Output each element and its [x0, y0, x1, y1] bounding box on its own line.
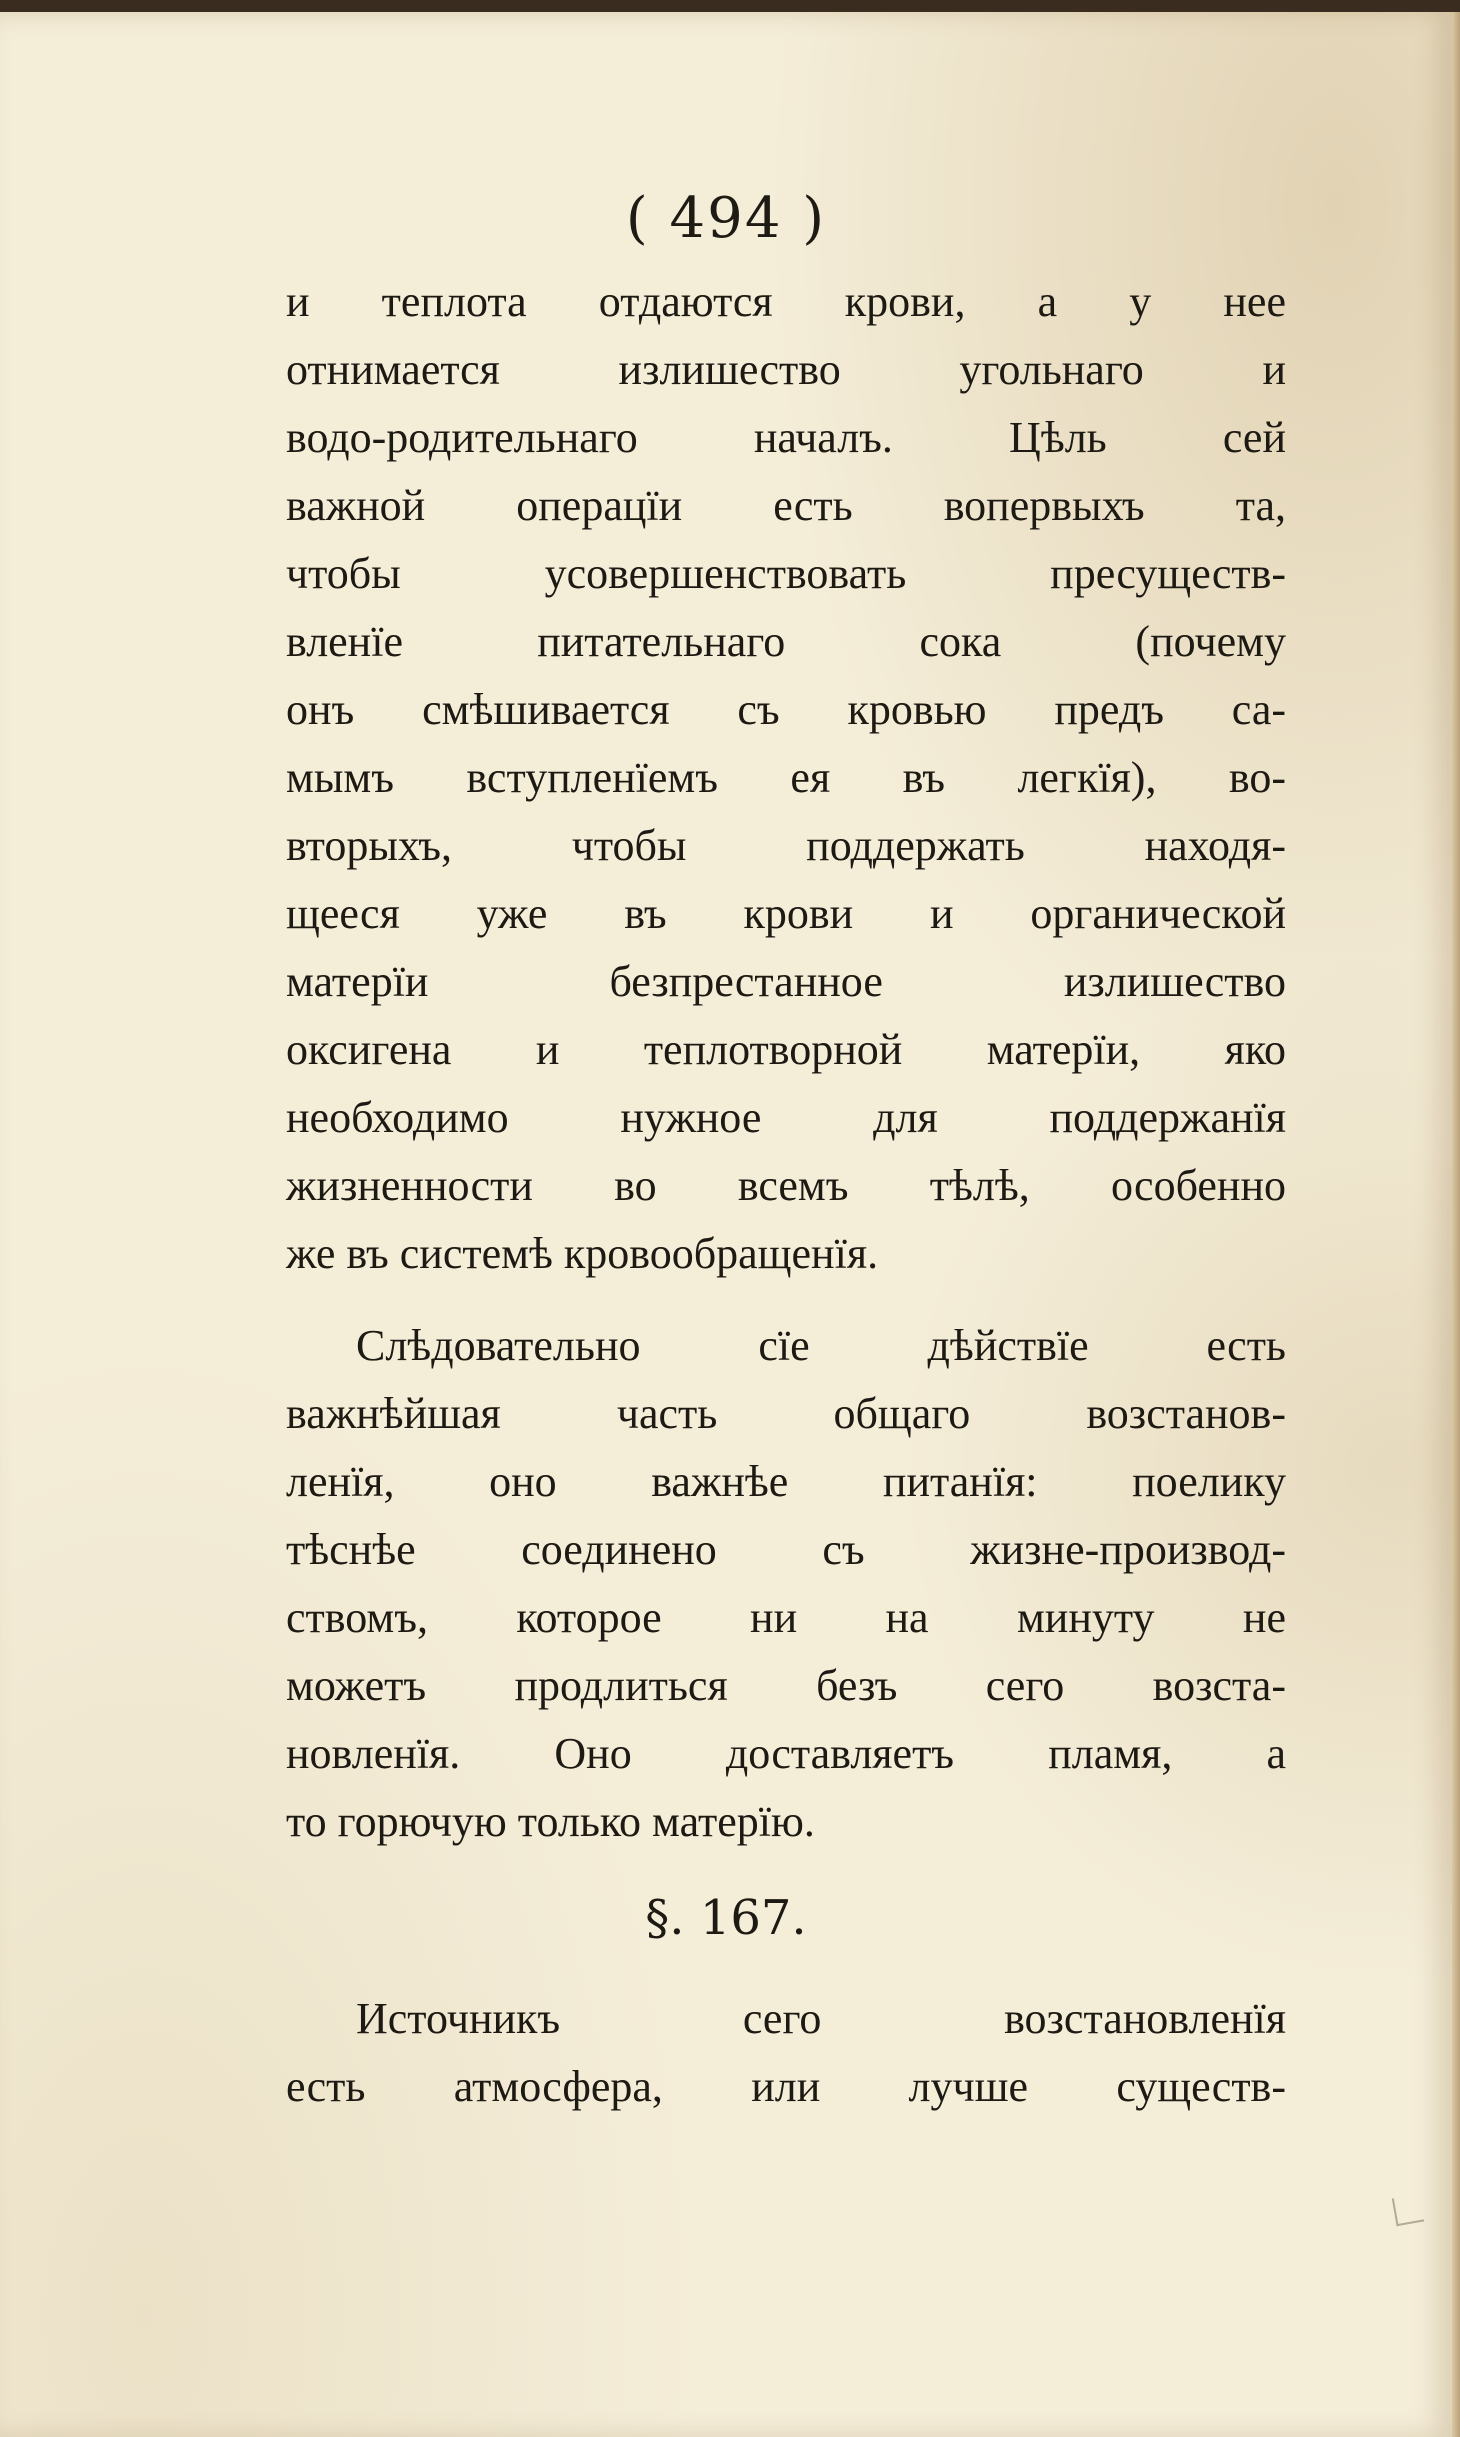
paragraph-2 [286, 1312, 1286, 1856]
text-line: Слѣдовательно сїе дѣйствїе есть [356, 1321, 1286, 1370]
section-heading: §. 167. [645, 1890, 807, 1946]
text-line: ленїя, оно важнѣе питанїя: поелику [286, 1457, 1286, 1506]
paragraph-1 [286, 268, 1286, 1288]
text-line: новленїя. Оно доставляетъ пламя, а [286, 1729, 1286, 1778]
text-line: то горючую только матерїю. [286, 1797, 815, 1846]
text-line: есть атмосфера, или лучше существ- [286, 2062, 1286, 2111]
text-line: щееся уже въ крови и органической [286, 889, 1286, 938]
text-line: важной операцїи есть вопервыхъ та, [286, 481, 1286, 530]
margin-mark [1392, 2194, 1424, 2226]
paragraph-3 [286, 1985, 1286, 2121]
text-line: вторыхъ, чтобы поддержать находя- [286, 821, 1286, 870]
text-line: матерїи безпрестанное излишество [286, 957, 1286, 1006]
text-line: важнѣйшая часть общаго возстанов- [286, 1389, 1286, 1438]
text-line: необходимо нужное для поддержанїя [286, 1093, 1286, 1142]
text-line: тѣснѣе соединено съ жизне-производ- [286, 1525, 1286, 1574]
text-line: водо-родительнаго началъ. Цѣль сей [286, 413, 1286, 462]
text-line: онъ смѣшивается съ кровью предъ са- [286, 685, 1286, 734]
text-line: жизненности во всемъ тѣлѣ, особенно [286, 1161, 1286, 1210]
text-line: мымъ вступленїемъ ея въ легкїя), во- [286, 753, 1286, 802]
text-line: и теплота отдаются крови, а у нее [286, 277, 1286, 326]
text-line: оксигена и теплотворной матерїи, яко [286, 1025, 1286, 1074]
text-line: отнимается излишество угольнаго и [286, 345, 1286, 394]
text-line: Источникъ сего возстановленїя [356, 1994, 1286, 2043]
text-line: вленїе питательнаго сока (почему [286, 617, 1286, 666]
text-line: ствомъ, которое ни на минуту не [286, 1593, 1286, 1642]
text-line: чтобы усовершенствовать пресуществ- [286, 549, 1286, 598]
page-edge [1452, 12, 1460, 2437]
text-line: можетъ продлиться безъ сего возста- [286, 1661, 1286, 1710]
page-number: ( 494 ) [625, 186, 827, 251]
text-line: же въ системѣ кровообращенїя. [286, 1229, 879, 1278]
